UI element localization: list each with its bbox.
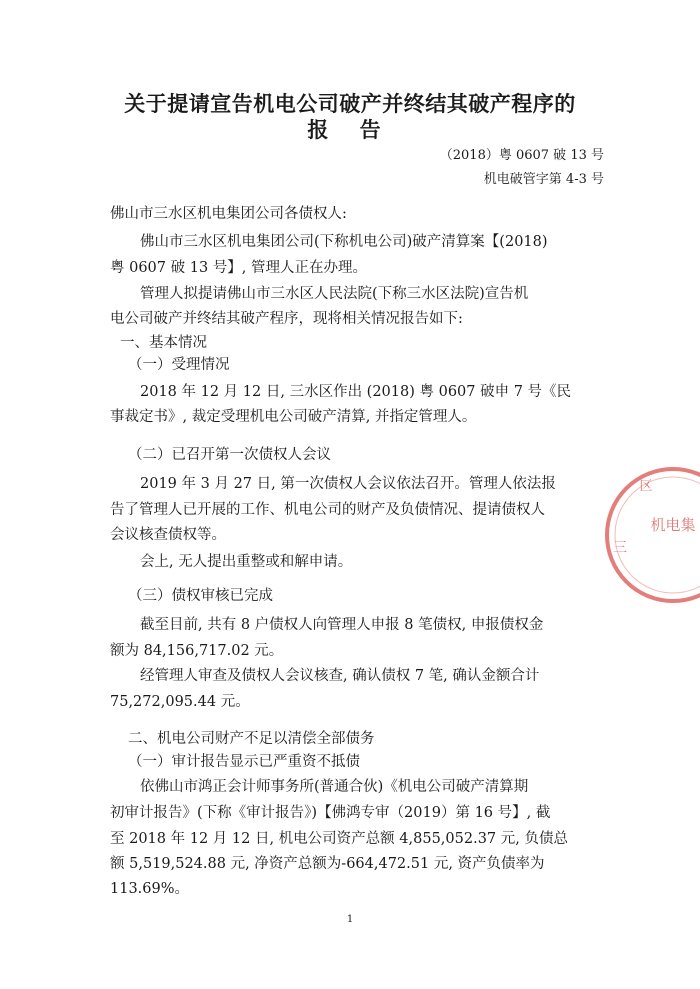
official-seal (598, 460, 700, 610)
subsection-heading: （一）审计报告显示已严重资不抵债 (128, 754, 360, 770)
body-line: 截至目前, 共有 8 户债权人向管理人申报 8 笔债权, 申报债权金 (140, 617, 544, 633)
body-line: 会上, 无人提出重整或和解申请。 (140, 554, 353, 570)
body-line: 粤 0607 破 13 号】, 管理人正在办理。 (110, 260, 368, 276)
case-number: （2018）粤 0607 破 13 号 (439, 148, 604, 163)
section-heading-2: 二、机电公司财产不足以清偿全部债务 (128, 731, 375, 747)
title-line-1: 关于提请宣告机电公司破产并终结其破产程序的 (124, 92, 576, 116)
subsection-heading: （三）债权审核已完成 (128, 588, 273, 604)
subsection-heading: （一）受理情况 (128, 357, 230, 373)
body-line: 会议核查债权等。 (110, 527, 226, 543)
seal-text-top: 机电集 (650, 516, 696, 534)
document-number: 机电破管字第 4-3 号 (483, 172, 604, 187)
body-line: 113.69%。 (110, 881, 190, 897)
body-line: 告了管理人已开展的工作、机电公司的财产及负债情况、提请债权人 (110, 502, 545, 518)
seal-text-left: 三 (613, 540, 627, 556)
seal-text-arc: 区 (639, 479, 653, 494)
body-line: 佛山市三水区机电集团公司(下称机电公司)破产清算案【(2018) (140, 234, 548, 250)
page-number: 1 (346, 914, 354, 925)
body-line: 额为 84,156,717.02 元。 (110, 643, 284, 659)
subsection-heading: （二）已召开第一次债权人会议 (128, 447, 331, 463)
body-line: 2019 年 3 月 27 日, 第一次债权人会议依法召开。管理人依法报 (140, 476, 556, 492)
addressee: 佛山市三水区机电集团公司各债权人: (110, 206, 347, 222)
body-line: 75,272,095.44 元。 (110, 694, 250, 710)
body-line: 电公司破产并终结其破产程序，现将相关情况报告如下: (110, 311, 463, 327)
body-line: 依佛山市鸿正会计师事务所(普通合伙)《机电公司破产清算期 (140, 779, 529, 795)
body-line: 至 2018 年 12 月 12 日, 机电公司资产总额 4,855,052.37 元, 负债总 (110, 831, 568, 847)
section-heading-1: 一、基本情况 (120, 335, 207, 351)
body-line: 经管理人审查及债权人会议核查, 确认债权 7 笔, 确认金额合计 (140, 668, 540, 684)
body-line: 初审计报告》(下称《审计报告》)【佛鸿专审（2019）第 16 号】, 截 (110, 805, 551, 821)
title-line-2: 报 告 (307, 118, 393, 142)
body-line: 2018 年 12 月 12 日, 三水区作出 (2018) 粤 0607 破申 7 号《民 (140, 384, 572, 400)
body-line: 额 5,519,524.88 元, 净资产总额为-664,472.51 元, 资产负债率为 (110, 856, 545, 872)
body-line: 管理人拟提请佛山市三水区人民法院(下称三水区法院)宣告机 (140, 286, 529, 302)
body-line: 事裁定书》, 裁定受理机电公司破产清算, 并指定管理人。 (110, 409, 477, 425)
